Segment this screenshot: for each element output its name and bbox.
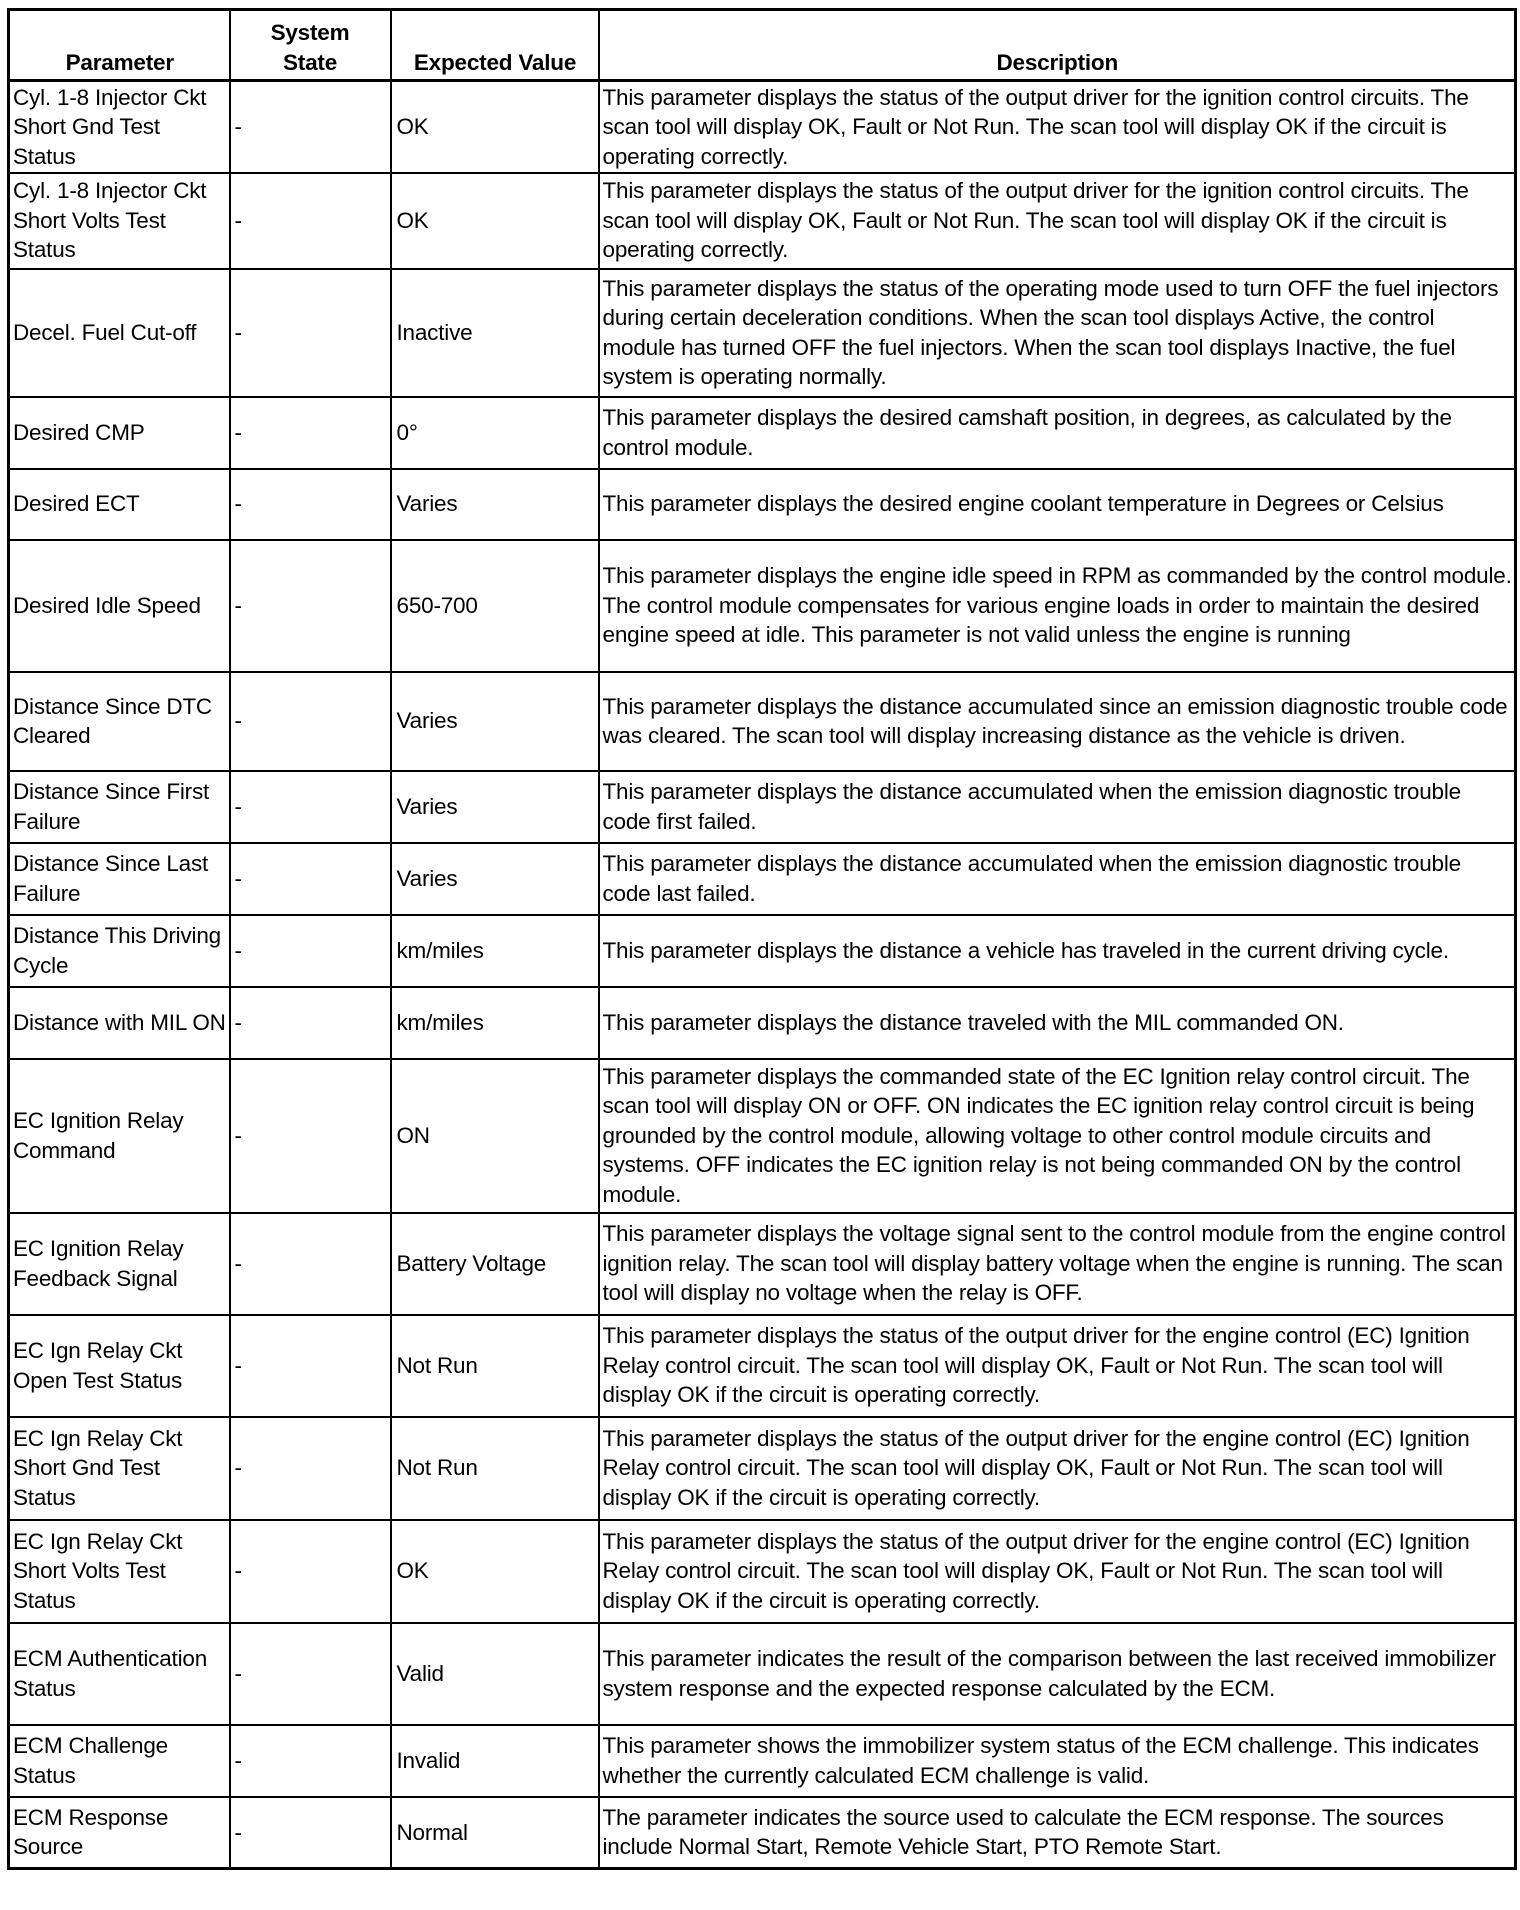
cell-description: The parameter indicates the source used to calculate the ECM response. The sources include Normal Start, Remote Vehicle Start, PTO Remote Start. (599, 1797, 1516, 1869)
table-row (9, 469, 1516, 540)
cell-parameter: Distance This Driving Cycle (9, 915, 230, 987)
cell-description: This parameter displays the status of the output driver for the engine control (EC) Ignition Relay control circuit. The scan tool will display OK, Fault or Not Run. The scan tool will display OK if the circuit is operating correctly. (599, 1417, 1516, 1520)
cell-system-state: - (230, 269, 391, 397)
cell-system-state: - (230, 771, 391, 843)
table-row (9, 1315, 1516, 1417)
cell-expected-value: km/miles (391, 915, 599, 987)
table-header-row (9, 10, 1516, 81)
cell-description: This parameter displays the distance traveled with the MIL commanded ON. (599, 987, 1516, 1059)
cell-system-state: - (230, 1417, 391, 1520)
cell-system-state: - (230, 1213, 391, 1315)
cell-description: This parameter displays the voltage signal sent to the control module from the engine control ignition relay. The scan tool will display battery voltage when the engine is running. The scan tool will display no voltage when the relay is OFF. (599, 1213, 1516, 1315)
table-row (9, 1520, 1516, 1623)
cell-expected-value: 650-700 (391, 540, 599, 672)
table-row (9, 1725, 1516, 1797)
cell-system-state: - (230, 397, 391, 469)
cell-parameter: Cyl. 1-8 Injector Ckt Short Volts Test Status (9, 173, 230, 269)
cell-description: This parameter displays the commanded state of the EC Ignition relay control circuit. The scan tool will display ON or OFF. ON indicates the EC ignition relay control circuit is being grounded by the control module, allowing voltage to other control module circuits and systems. OFF indicates the EC ignition relay is not being commanded ON by the control module. (599, 1059, 1516, 1213)
table-row (9, 540, 1516, 672)
table-row (9, 771, 1516, 843)
cell-expected-value: Battery Voltage (391, 1213, 599, 1315)
cell-parameter: Decel. Fuel Cut-off (9, 269, 230, 397)
header-system-state: System State (230, 10, 391, 81)
cell-parameter: EC Ign Relay Ckt Open Test Status (9, 1315, 230, 1417)
table-row (9, 1417, 1516, 1520)
cell-system-state: - (230, 173, 391, 269)
cell-system-state: - (230, 1797, 391, 1869)
cell-parameter: EC Ignition Relay Feedback Signal (9, 1213, 230, 1315)
cell-parameter: Cyl. 1-8 Injector Ckt Short Gnd Test Status (9, 81, 230, 173)
table-row (9, 672, 1516, 771)
cell-system-state: - (230, 81, 391, 173)
cell-parameter: Distance Since First Failure (9, 771, 230, 843)
cell-description: This parameter displays the distance accumulated since an emission diagnostic trouble code was cleared. The scan tool will display increasing distance as the vehicle is driven. (599, 672, 1516, 771)
table-row (9, 1059, 1516, 1213)
parameter-table (7, 8, 1517, 1870)
cell-system-state: - (230, 1623, 391, 1725)
cell-parameter: ECM Challenge Status (9, 1725, 230, 1797)
cell-system-state: - (230, 540, 391, 672)
cell-description: This parameter displays the status of the output driver for the ignition control circuits. The scan tool will display OK, Fault or Not Run. The scan tool will display OK if the circuit is operating correctly. (599, 173, 1516, 269)
table-row (9, 987, 1516, 1059)
cell-expected-value: Normal (391, 1797, 599, 1869)
cell-parameter: Desired CMP (9, 397, 230, 469)
cell-system-state: - (230, 1520, 391, 1623)
table-row (9, 173, 1516, 269)
cell-parameter: EC Ignition Relay Command (9, 1059, 230, 1213)
cell-expected-value: 0° (391, 397, 599, 469)
table-body (9, 81, 1516, 1869)
cell-description: This parameter displays the distance accumulated when the emission diagnostic trouble code first failed. (599, 771, 1516, 843)
cell-description: This parameter displays the status of the output driver for the ignition control circuits. The scan tool will display OK, Fault or Not Run. The scan tool will display OK if the circuit is operating correctly. (599, 81, 1516, 173)
cell-expected-value: Not Run (391, 1417, 599, 1520)
cell-expected-value: Varies (391, 672, 599, 771)
cell-description: This parameter displays the status of the operating mode used to turn OFF the fuel injectors during certain deceleration conditions. When the scan tool displays Active, the control module has turned OFF the fuel injectors. When the scan tool displays Inactive, the fuel system is operating normally. (599, 269, 1516, 397)
cell-expected-value: Not Run (391, 1315, 599, 1417)
table-row (9, 1797, 1516, 1869)
cell-parameter: Distance Since Last Failure (9, 843, 230, 915)
table-row (9, 1213, 1516, 1315)
cell-parameter: ECM Response Source (9, 1797, 230, 1869)
cell-parameter: Desired ECT (9, 469, 230, 540)
cell-parameter: EC Ign Relay Ckt Short Gnd Test Status (9, 1417, 230, 1520)
header-description: Description (599, 10, 1516, 81)
header-expected-value: Expected Value (391, 10, 599, 81)
cell-system-state: - (230, 672, 391, 771)
cell-parameter: Distance Since DTC Cleared (9, 672, 230, 771)
cell-expected-value: Inactive (391, 269, 599, 397)
cell-system-state: - (230, 843, 391, 915)
header-parameter: Parameter (9, 10, 230, 81)
cell-description: This parameter displays the engine idle speed in RPM as commanded by the control module. The control module compensates for various engine loads in order to maintain the desired engine speed at idle. This parameter is not valid unless the engine is running (599, 540, 1516, 672)
table-row (9, 1623, 1516, 1725)
cell-expected-value: OK (391, 1520, 599, 1623)
cell-description: This parameter displays the distance accumulated when the emission diagnostic trouble code last failed. (599, 843, 1516, 915)
cell-parameter: Desired Idle Speed (9, 540, 230, 672)
cell-expected-value: Valid (391, 1623, 599, 1725)
cell-expected-value: Varies (391, 843, 599, 915)
cell-expected-value: OK (391, 173, 599, 269)
cell-description: This parameter displays the status of the output driver for the engine control (EC) Ignition Relay control circuit. The scan tool will display OK, Fault or Not Run. The scan tool will display OK if the circuit is operating correctly. (599, 1520, 1516, 1623)
cell-description: This parameter indicates the result of the comparison between the last received immobilizer system response and the expected response calculated by the ECM. (599, 1623, 1516, 1725)
cell-description: This parameter displays the status of the output driver for the engine control (EC) Ignition Relay control circuit. The scan tool will display OK, Fault or Not Run. The scan tool will display OK if the circuit is operating correctly. (599, 1315, 1516, 1417)
table-row (9, 81, 1516, 173)
cell-description: This parameter displays the desired camshaft position, in degrees, as calculated by the control module. (599, 397, 1516, 469)
cell-expected-value: Varies (391, 469, 599, 540)
table-row (9, 269, 1516, 397)
cell-system-state: - (230, 1315, 391, 1417)
cell-system-state: - (230, 469, 391, 540)
table-row (9, 397, 1516, 469)
cell-expected-value: OK (391, 81, 599, 173)
cell-system-state: - (230, 1725, 391, 1797)
cell-expected-value: ON (391, 1059, 599, 1213)
cell-description: This parameter displays the desired engine coolant temperature in Degrees or Celsius (599, 469, 1516, 540)
table-row (9, 843, 1516, 915)
cell-parameter: EC Ign Relay Ckt Short Volts Test Status (9, 1520, 230, 1623)
cell-expected-value: Varies (391, 771, 599, 843)
cell-parameter: Distance with MIL ON (9, 987, 230, 1059)
table-row (9, 915, 1516, 987)
cell-system-state: - (230, 987, 391, 1059)
cell-description: This parameter shows the immobilizer system status of the ECM challenge. This indicates whether the currently calculated ECM challenge is valid. (599, 1725, 1516, 1797)
cell-system-state: - (230, 915, 391, 987)
cell-system-state: - (230, 1059, 391, 1213)
cell-expected-value: Invalid (391, 1725, 599, 1797)
cell-expected-value: km/miles (391, 987, 599, 1059)
cell-parameter: ECM Authentication Status (9, 1623, 230, 1725)
cell-description: This parameter displays the distance a vehicle has traveled in the current driving cycle. (599, 915, 1516, 987)
